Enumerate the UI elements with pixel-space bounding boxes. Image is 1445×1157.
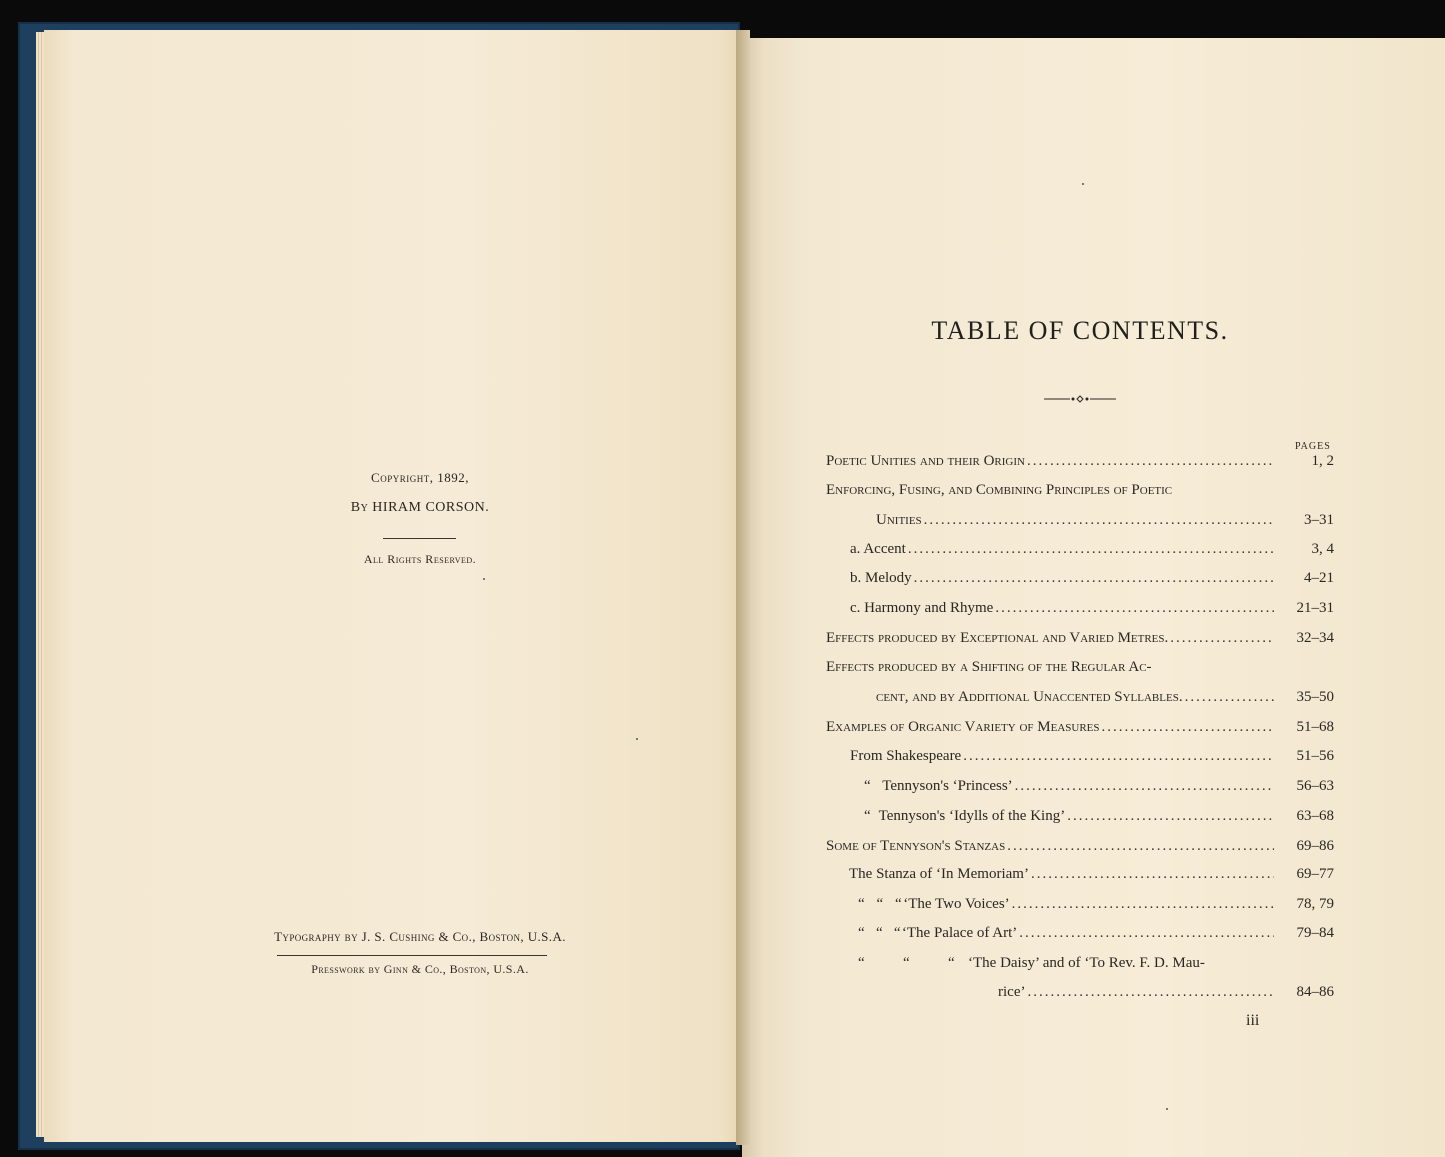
speck: [1082, 183, 1084, 185]
ditto-mark: “: [893, 925, 901, 941]
toc-entry-label: ‘The Daisy’ and of ‘To Rev. F. D. Mau-: [968, 955, 1205, 971]
ornament-icon: [1044, 392, 1116, 406]
toc-entry-label: Tennyson's ‘Idylls of the King’: [878, 808, 1066, 824]
ditto-mark: “: [858, 955, 865, 971]
toc-entry: [826, 719, 1276, 741]
toc-entry-pages: 69–77: [1296, 866, 1334, 882]
speck: [483, 578, 485, 580]
toc-entry-pages: 35–50: [1296, 689, 1334, 705]
toc-entry-label: Tennyson's ‘Princess’: [882, 778, 1013, 794]
leader-dots: [1185, 689, 1274, 706]
toc-entry-pages: 32–34: [1296, 630, 1334, 646]
toc-entry: [849, 866, 1276, 888]
toc-entry-label: The Stanza of ‘In Memoriam’: [849, 866, 1029, 882]
leader-dots: [1102, 719, 1274, 736]
credit-divider: [277, 955, 547, 956]
gutter: [736, 30, 750, 1145]
toc-entry: [864, 778, 1276, 800]
toc-entry: [858, 955, 1276, 977]
ditto-mark: “: [864, 778, 871, 794]
leader-dots: [1012, 896, 1274, 913]
author-line: By HIRAM CORSON.: [350, 500, 490, 515]
toc-entry-pages: 1, 2: [1311, 453, 1334, 469]
ditto-mark: “: [876, 896, 884, 912]
leader-dots: [924, 512, 1274, 529]
toc-entry-label: Enforcing, Fusing, and Combining Principles of Poetic: [826, 482, 1173, 498]
toc-entry: [826, 482, 1276, 504]
presswork-credit: Presswork by Ginn & Co., Boston, U.S.A.: [311, 962, 529, 976]
toc-entry-pages: 69–86: [1296, 838, 1334, 854]
toc-entry: [998, 984, 1276, 1006]
toc-entry-pages: 21–31: [1296, 600, 1334, 616]
toc-entry-label: Effects produced by a Shifting of the Regular Ac-: [826, 659, 1152, 675]
toc-entry: [826, 630, 1276, 652]
toc-entry-label: c. Harmony and Rhyme: [850, 600, 994, 616]
toc-entry: [826, 659, 1276, 681]
toc-entry: [850, 570, 1276, 592]
leader-dots: [1031, 866, 1274, 883]
toc-entry-label: ‘The Two Voices’: [903, 896, 1010, 912]
toc-entry: [826, 838, 1276, 860]
toc-entry: [876, 689, 1276, 711]
leader-dots: [1027, 984, 1274, 1001]
toc-entry: [850, 541, 1276, 563]
toc-entry-pages: 84–86: [1296, 984, 1334, 1000]
leader-dots: [914, 570, 1274, 587]
toc-entry: [864, 808, 1276, 830]
toc-entry-pages: 3–31: [1304, 512, 1334, 528]
toc-entry-pages: 56–63: [1296, 778, 1334, 794]
leader-dots: [1067, 808, 1274, 825]
ditto-mark: “: [864, 808, 871, 824]
ditto-mark: “: [858, 896, 865, 912]
pages-column-header: PAGES: [1295, 441, 1331, 452]
toc-entry-label: b. Melody: [850, 570, 912, 586]
toc-entry: [850, 748, 1276, 770]
ditto-mark: “: [895, 896, 902, 912]
toc-entry: [858, 896, 1276, 918]
toc-entry-label: From Shakespeare: [850, 748, 962, 764]
toc-entry-label: Some of Tennyson's Stanzas: [826, 838, 1006, 854]
toc-entry-label: ‘The Palace of Art’: [901, 925, 1018, 941]
toc-entry: [858, 925, 1276, 947]
toc-entry: [876, 512, 1276, 534]
ditto-mark: “: [903, 955, 910, 971]
toc-entry-pages: 51–68: [1296, 719, 1334, 735]
toc-entry-label: a. Accent: [850, 541, 906, 557]
ditto-mark: “: [948, 955, 955, 971]
rights-line: All Rights Reserved.: [363, 552, 477, 566]
toc-entry-label: Unities: [876, 512, 922, 528]
leader-dots: [1007, 838, 1274, 855]
page-number: iii: [1246, 1012, 1260, 1029]
ditto-mark: “: [875, 925, 883, 941]
leader-dots: [908, 541, 1274, 558]
toc-entry-pages: 4–21: [1304, 570, 1334, 586]
leader-dots: [995, 600, 1274, 617]
toc-title: TABLE OF CONTENTS.: [931, 316, 1229, 345]
toc-entry-pages: 51–56: [1296, 748, 1334, 764]
speck: [1166, 1108, 1168, 1110]
toc-entry-label: Poetic Unities and their Origin: [826, 453, 1025, 469]
toc-entry-label: Effects produced by Exceptional and Varied Metres.: [826, 630, 1169, 646]
toc-entry-label: Examples of Organic Variety of Measures: [826, 719, 1100, 735]
ditto-mark: “: [858, 925, 865, 941]
toc-entry-label: cent, and by Additional Unaccented Syllables.: [876, 689, 1183, 705]
toc-entry: [850, 600, 1276, 622]
toc-entry-pages: 63–68: [1296, 808, 1334, 824]
leader-dots: [1027, 453, 1274, 470]
toc-entry: [826, 453, 1276, 475]
typography-credit: Typography by J. S. Cushing & Co., Boston, U.S.A.: [274, 929, 566, 944]
leader-dots: [1170, 630, 1274, 647]
toc-entry-pages: 78, 79: [1296, 896, 1334, 912]
leader-dots: [1015, 778, 1274, 795]
toc-entry-pages: 3, 4: [1311, 541, 1334, 557]
leader-dots: [1019, 925, 1274, 942]
copyright-line: Copyright, 1892,: [371, 470, 469, 485]
leader-dots: [963, 748, 1274, 765]
divider-rule: [383, 538, 456, 539]
toc-entry-label: rice’: [998, 984, 1026, 1000]
speck: [636, 738, 638, 740]
toc-entry-pages: 79–84: [1296, 925, 1334, 941]
